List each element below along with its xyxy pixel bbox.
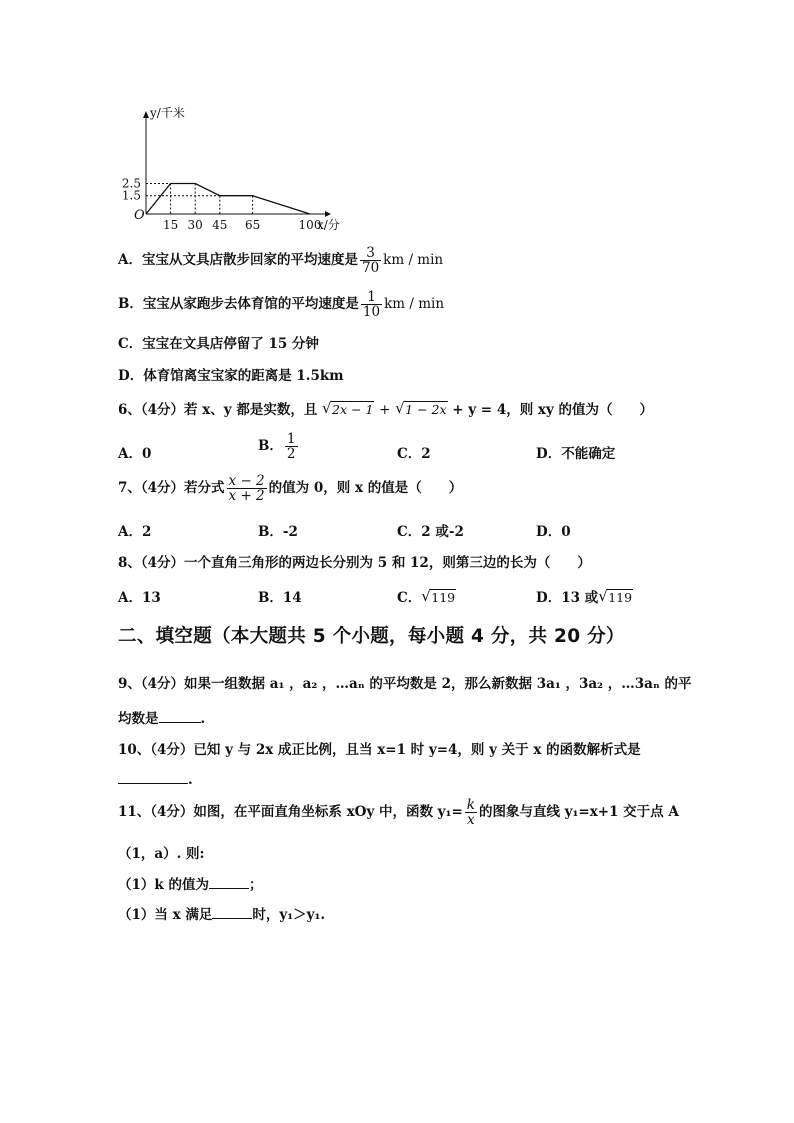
q11-fraction — [465, 798, 477, 827]
q5-b-fraction — [361, 290, 382, 319]
q8-c-radical — [421, 589, 456, 606]
q11-sub-2-blank[interactable] — [212, 918, 252, 919]
q6-b-num: 1 — [286, 431, 296, 447]
q6-option-a: A．0 — [118, 446, 152, 462]
q5-a-label: A． — [118, 252, 142, 269]
q7-option-d: D．0 — [536, 524, 571, 540]
q7-num: x − 2 — [228, 473, 265, 489]
q7-stem — [118, 474, 462, 503]
q5-b-label: B． — [118, 296, 143, 313]
q10-end: . — [188, 772, 193, 788]
q7-fraction — [227, 474, 267, 503]
q7-option-c: C．2 或-2 — [397, 524, 464, 540]
q8-option-c — [397, 586, 456, 606]
x-tick-label-100: 100 — [298, 218, 322, 232]
q11-stem — [118, 798, 679, 827]
q7-option-a: A．2 — [118, 524, 152, 540]
q9-line-1: 9、（4分）如果一组数据 a₁ ，a₂ ，…aₙ 的平均数是 2，那么新数据 3a₁ ，3a₂ ，…3aₙ 的平 — [118, 676, 692, 692]
q8-option-a: A．13 — [118, 590, 161, 606]
q8-c-label: C． — [397, 590, 422, 606]
q11-sub-1-pre: （1）k 的值为 — [118, 877, 209, 893]
q6-radicand-1: 2x − 1 — [332, 402, 374, 417]
q8-option-d — [536, 586, 633, 606]
q7-den: x + 2 — [228, 488, 265, 505]
q11-post: 的图象与直线 y₁=x+1 交于点 A — [478, 804, 679, 821]
q10-answer-blank[interactable] — [118, 783, 188, 784]
y-axis-label: y/千米 — [150, 106, 185, 120]
q5-a-num: 3 — [360, 246, 381, 261]
y-tick-label-1.5: 1.5 — [121, 188, 141, 203]
q5-option-a — [118, 246, 443, 275]
q7-stem-pre: 7、（4分）若分式 — [118, 480, 225, 497]
q5-a-fraction — [360, 246, 381, 275]
q11-den: x — [467, 812, 475, 829]
q10-line-1: 10、（4分）已知 y 与 2x 成正比例，且当 x=1 时 y=4，则 y 关于 x 的函数解析式是 — [118, 742, 641, 758]
q9-end: . — [200, 711, 206, 727]
q11-pre: 11、（4分）如图，在平面直角坐标系 xOy 中，函数 y₁= — [118, 804, 463, 821]
q6-radicand-2: 1 − 2x — [405, 402, 447, 417]
x-tick-label-45: 45 — [212, 218, 228, 232]
q5-option-d: D．体育馆离宝宝家的距离是 1.5km — [118, 368, 344, 384]
q5-a-den: 70 — [361, 260, 380, 277]
q11-sub-2 — [118, 903, 325, 923]
q8-option-b: B．14 — [258, 590, 302, 606]
y-axis-arrow — [143, 111, 149, 118]
q5-option-c: C．宝宝在文具店停留了 15 分钟 — [118, 336, 319, 352]
q11-sub-2-pre: （1）当 x 满足 — [118, 907, 213, 923]
q8-d-radical — [598, 589, 633, 606]
x-axis-label: x/分 — [317, 218, 340, 232]
q5-b-den: 10 — [362, 304, 381, 321]
q9-line-2-text: 均数是 — [118, 711, 159, 727]
x-tick-label-30: 30 — [187, 218, 203, 232]
q11-num: k — [466, 797, 475, 813]
x-tick-label-15: 15 — [162, 218, 179, 232]
q5-b-num: 1 — [361, 290, 382, 305]
q6-option-c: C．2 — [397, 446, 431, 462]
q6-option-b — [258, 432, 300, 461]
q6-b-den: 2 — [286, 446, 296, 463]
q8-d-radicand: 119 — [608, 590, 633, 605]
q6-b-fraction — [285, 432, 298, 461]
q6-radical-2 — [395, 401, 447, 418]
q6-b-label: B． — [258, 438, 283, 455]
q11-sub-2-post: 时，y₁＞y₁. — [252, 907, 326, 923]
distance-time-chart — [118, 104, 358, 234]
q11-sub-1 — [118, 873, 262, 893]
q5-a-text: 宝宝从文具店散步回家的平均速度是 — [141, 252, 358, 269]
q10-line-2 — [118, 772, 193, 788]
q5-a-unit: km / min — [383, 252, 444, 269]
q6-option-d: D．不能确定 — [536, 446, 616, 462]
q8-c-radicand: 119 — [431, 590, 456, 605]
q5-b-unit: km / min — [384, 296, 445, 313]
x-axis-arrow — [325, 211, 331, 217]
q11-sub-1-blank[interactable] — [209, 888, 249, 889]
q5-option-b — [118, 290, 444, 319]
origin-label: O — [134, 208, 145, 223]
q11-sub-1-post: ； — [248, 877, 263, 893]
q6-radical-1 — [322, 401, 374, 418]
q11-line-2: （1，a）. 则: — [118, 846, 205, 862]
q6-stem-mid: + y = 4，则 xy 的值为（ ） — [452, 402, 654, 418]
q8-d-label: D．13 或 — [536, 590, 599, 606]
section-heading-fill-in: 二、填空题（本大题共 5 个小题，每小题 4 分，共 20 分） — [118, 626, 625, 647]
q6-stem: 6、（4分）若 x、y 都是实数，且 √ 2x − 1 + √ 1 − 2x + y = 4，则 xy 的值为（ ） — [118, 398, 653, 418]
q7-stem-post: 的值为 0，则 x 的值是（ ） — [268, 480, 463, 497]
x-tick-label-65: 65 — [244, 218, 261, 232]
q9-answer-blank[interactable] — [159, 722, 201, 723]
q8-stem: 8、（4分）一个直角三角形的两边长分别为 5 和 12，则第三边的长为（ ） — [118, 555, 591, 571]
q7-option-b: B．-2 — [258, 524, 298, 540]
q5-b-text: 宝宝从家跑步去体育馆的平均速度是 — [142, 296, 359, 313]
y-tick-label-2.5: 2.5 — [121, 176, 141, 191]
q9-line-2 — [118, 707, 205, 727]
q6-stem-pre: 6、（4分）若 x、y 都是实数，且 — [118, 402, 318, 418]
